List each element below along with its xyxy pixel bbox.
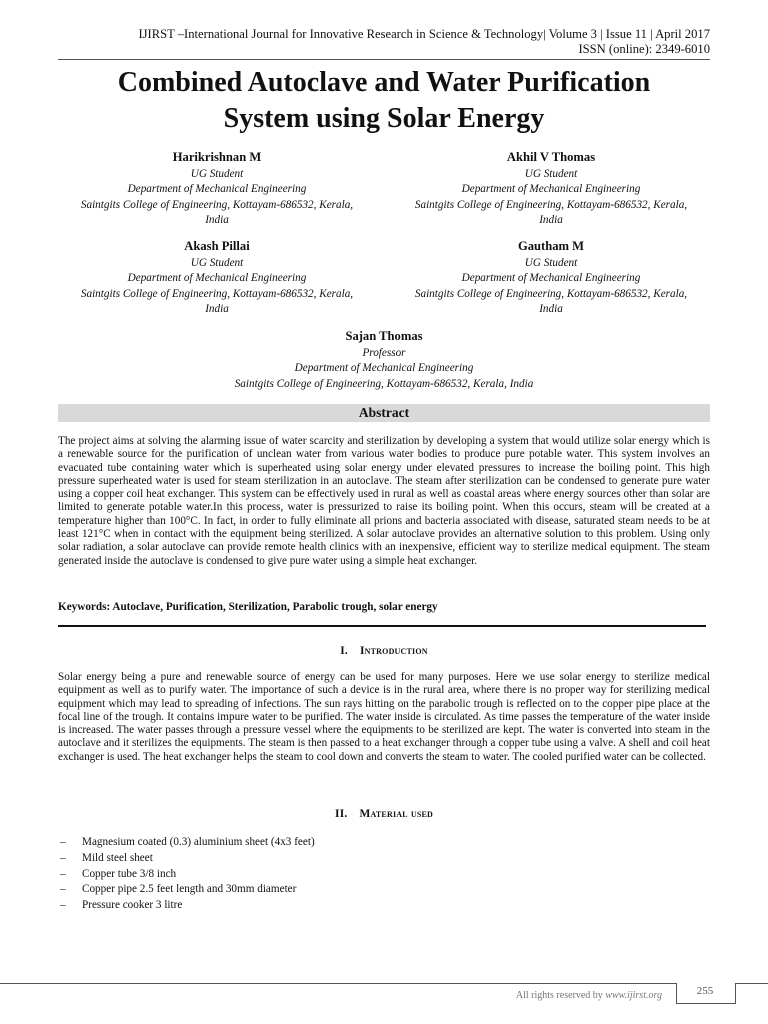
list-item bbox=[58, 867, 315, 883]
page-number: 255 bbox=[696, 985, 714, 997]
bullet-dash: – bbox=[60, 899, 66, 912]
material-text: Copper tube 3/8 inch bbox=[82, 867, 177, 880]
list-item bbox=[58, 882, 315, 898]
journal-header: IJIRST –International Journal for Innovative Research in Science & Technology| Volume 3 | Issue 11 | April 2017 bbox=[138, 27, 710, 41]
author-department: Department of Mechanical Engineering bbox=[127, 272, 307, 285]
rights-text: All rights reserved by bbox=[515, 990, 606, 1001]
author-affiliation: Saintgits College of Engineering, Kottayam-686532, Kerala, India bbox=[234, 377, 534, 390]
author-department: Department of Mechanical Engineering bbox=[461, 183, 641, 196]
bullet-dash: – bbox=[60, 836, 66, 848]
author-role: UG Student bbox=[524, 168, 578, 180]
abstract-divider bbox=[58, 625, 706, 627]
bullet-dash: – bbox=[60, 867, 66, 880]
author-name: Gautham M bbox=[517, 239, 585, 253]
bullet-dash: – bbox=[60, 851, 66, 864]
author-name: Akhil V Thomas bbox=[506, 150, 596, 164]
list-item bbox=[58, 851, 315, 867]
author-country: India bbox=[205, 213, 229, 226]
author-role: UG Student bbox=[524, 257, 578, 269]
author-role: UG Student bbox=[190, 168, 244, 180]
author-department: Department of Mechanical Engineering bbox=[461, 272, 641, 285]
author-name: Harikrishnan M bbox=[172, 150, 262, 164]
section-title: Material used bbox=[359, 808, 433, 820]
section-number: II. bbox=[335, 808, 348, 820]
section-number: I. bbox=[340, 645, 348, 657]
abstract-body: The project aims at solving the alarming issue of water scarcity and sterilization by developing a system that would utilize solar energy which is a renewable source for the purification of unclean water from various water bodies to produce pure potable water. This system involves an evacuated tube containing water which is superheated using solar energy under elevated pressures to increase the boiling point. This high pressure superheated water is used for steam sterilization in an autoclave. The steam after sterilization can be condensed to generate pure water using a copper coil heat exchanger. This system can be effectively used in rural as well as coastal areas where energy sources other than solar are limited to generate potable water.In this process, water is pressurized to raise its boiling point. When this occurs, steam will be created at a temperature higher than 100°C. In fact, in order to fully eliminate all prions and bacteria associated with disease, saturated steam needs to be at least 121°C when in contact with the equipment being sterilized. A solar autoclave provides an alternative solution to this problem. Using only solar radiation, a solar autoclave can provide remote health clinics with an inexpensive, efficient way to sterilize medical equipment. The steam generated inside the autoclave is condensed to give pure water using a simple heat exchanger. bbox=[58, 435, 710, 567]
material-text: Copper pipe 2.5 feet length and 30mm diameter bbox=[82, 883, 297, 896]
material-text: Pressure cooker 3 litre bbox=[82, 899, 183, 912]
author-block bbox=[52, 238, 382, 317]
header-divider bbox=[58, 59, 710, 60]
author-name: Akash Pillai bbox=[184, 239, 250, 253]
material-text: Magnesium coated (0.3) aluminium sheet (4x3 feet) bbox=[82, 836, 315, 848]
author-role: UG Student bbox=[190, 257, 244, 269]
author-department: Department of Mechanical Engineering bbox=[127, 183, 307, 196]
site-link[interactable]: www.ijirst.org bbox=[605, 990, 662, 1001]
bullet-dash: – bbox=[60, 883, 66, 896]
author-affiliation: Saintgits College of Engineering, Kottayam-686532, Kerala, bbox=[80, 198, 354, 211]
author-affiliation: Saintgits College of Engineering, Kottayam-686532, Kerala, bbox=[80, 287, 354, 300]
keywords-line: Keywords: Autoclave, Purification, Sterilization, Parabolic trough, solar energy bbox=[58, 601, 438, 613]
author-role: Professor bbox=[362, 347, 406, 359]
introduction-body: Solar energy being a pure and renewable source of energy can be used for many purposes. Here we use solar energy to sterilize medical equipment as well as to purify water. The importance of such a device is in the rural area, where there is no proper way for sterilizing medical equipment which may lead to spreading of infections. The sun rays hitting on the parabolic trough is reflected on to the copper pipe place at the focal line of the trough. It contains impure water to be purified. The water inside is circulated. As time passes the temperature of the water inside is increased. The water passes through a pressure vessel where the equipments to be sterilized are kept. The water is converted into steam in the autoclave and it sterilizes the equipments. The steam is then passed to a heat exchanger through a copper tube using a valve. A shell and coil heat exchanger is used. The heat exchanger helps the steam to cool down and converts the steam to water. The cooled purified water can be collected. bbox=[58, 671, 710, 763]
footer-rights bbox=[516, 990, 662, 1001]
paper-title bbox=[40, 65, 728, 137]
section-heading-introduction bbox=[58, 645, 710, 657]
author-block bbox=[386, 149, 716, 228]
materials-list bbox=[58, 835, 315, 914]
author-country: India bbox=[539, 213, 563, 226]
author-block bbox=[386, 238, 716, 317]
abstract-heading: Abstract bbox=[58, 404, 710, 422]
author-country: India bbox=[539, 302, 563, 315]
author-block bbox=[150, 328, 618, 392]
section-title: Introduction bbox=[359, 645, 428, 657]
author-affiliation: Saintgits College of Engineering, Kottayam-686532, Kerala, bbox=[414, 198, 688, 211]
issn-line: ISSN (online): 2349-6010 bbox=[578, 42, 710, 56]
author-name: Sajan Thomas bbox=[345, 329, 423, 343]
author-country: India bbox=[205, 302, 229, 315]
list-item bbox=[58, 898, 315, 914]
title-line-1: Combined Autoclave and Water Purification bbox=[117, 67, 651, 98]
footer-divider bbox=[0, 983, 676, 984]
footer-divider-tail bbox=[735, 983, 768, 984]
section-heading-materials bbox=[58, 808, 710, 820]
title-line-2: System using Solar Energy bbox=[223, 103, 545, 134]
material-text: Mild steel sheet bbox=[82, 851, 153, 864]
list-item bbox=[58, 835, 315, 851]
author-affiliation: Saintgits College of Engineering, Kottayam-686532, Kerala, bbox=[414, 287, 688, 300]
author-block bbox=[52, 149, 382, 228]
author-department: Department of Mechanical Engineering bbox=[294, 362, 474, 375]
